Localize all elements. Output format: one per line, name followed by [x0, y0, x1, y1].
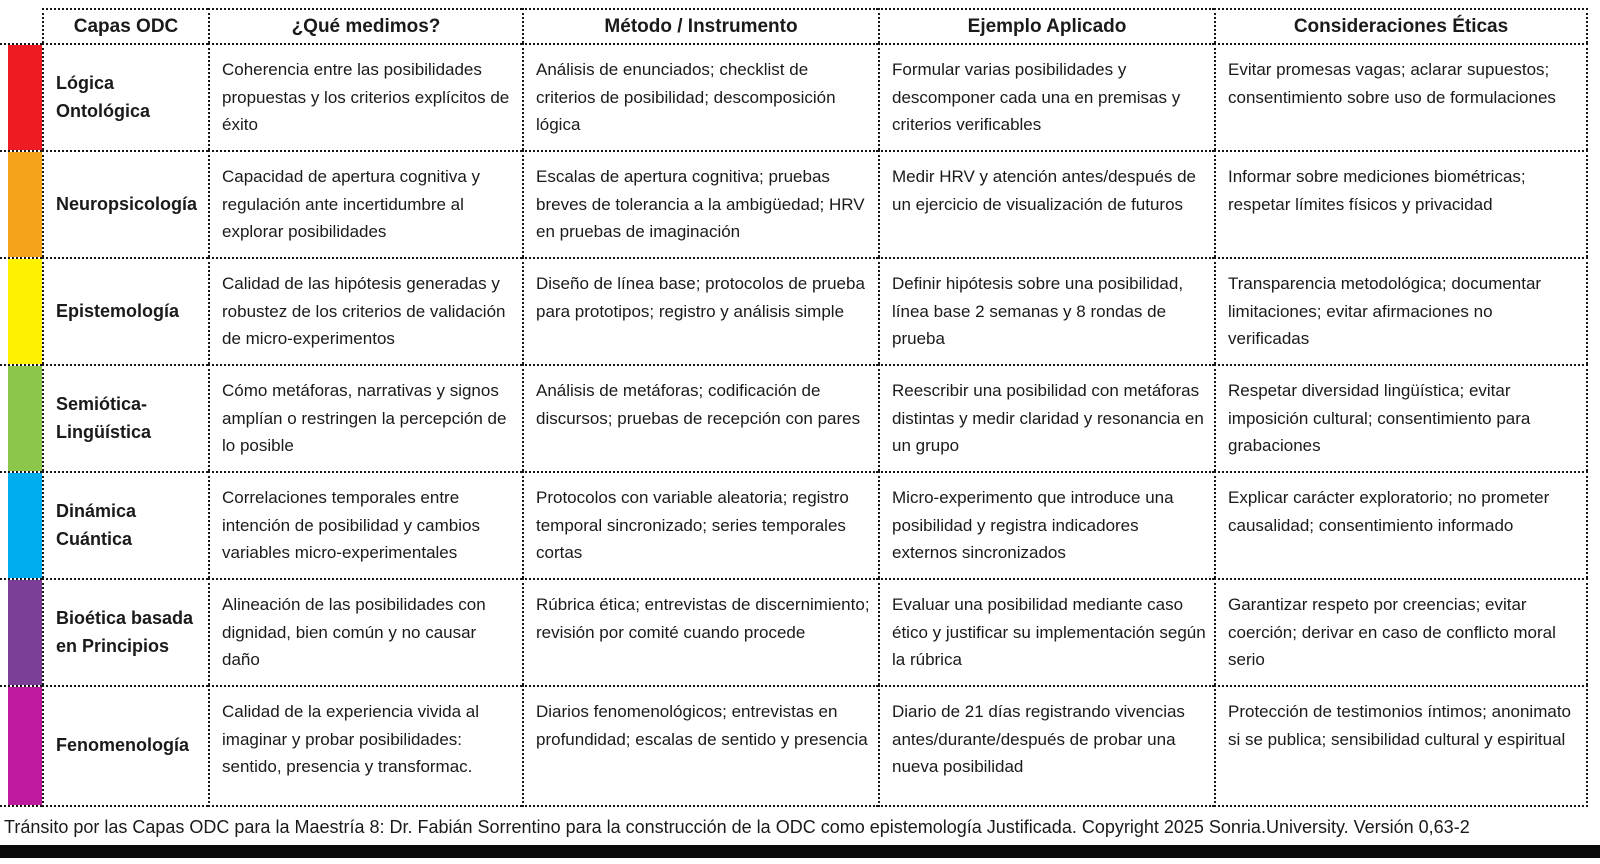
- row-color-strip: [0, 364, 42, 471]
- que-medimos-cell: Calidad de las hipótesis generadas y robustez de los criterios de validación de micro-experimentos: [208, 257, 522, 364]
- etica-cell: Evitar promesas vagas; aclarar supuestos; consentimiento sobre uso de formulaciones: [1214, 43, 1588, 150]
- metodo-cell: Diseño de línea base; protocolos de prueba para prototipos; registro y análisis simple: [522, 257, 878, 364]
- metodo-cell: Diarios fenomenológicos; entrevistas en profundidad; escalas de sentido y presencia: [522, 685, 878, 807]
- que-medimos-cell: Cómo metáforas, narrativas y signos amplían o restringen la percepción de lo posible: [208, 364, 522, 471]
- layer-name: Dinámica Cuántica: [56, 500, 137, 549]
- que-medimos-cell: Coherencia entre las posibilidades propuestas y los criterios explícitos de éxito: [208, 43, 522, 150]
- layer-color-swatch: [8, 687, 42, 805]
- metodo-cell: Análisis de metáforas; codificación de discursos; pruebas de recepción con pares: [522, 364, 878, 471]
- que-medimos-cell: Correlaciones temporales entre intención de posibilidad y cambios variables micro-experimentales: [208, 471, 522, 578]
- ejemplo-cell: Evaluar una posibilidad mediante caso ético y justificar su implementación según la rúbrica: [878, 578, 1214, 685]
- bottom-black-bar: [0, 845, 1600, 858]
- que-medimos-cell: Alineación de las posibilidades con dignidad, bien común y no causar daño: [208, 578, 522, 685]
- row-color-strip: [0, 257, 42, 364]
- layer-name-cell: [42, 43, 208, 150]
- column-header-que-medimos: ¿Qué medimos?: [208, 8, 522, 43]
- layer-name-cell: [42, 685, 208, 807]
- column-header-consideraciones-eticas: Consideraciones Éticas: [1214, 8, 1588, 43]
- row-color-strip: [0, 43, 42, 150]
- row-color-strip: [0, 150, 42, 257]
- ejemplo-cell: Formular varias posibilidades y descomponer cada una en premisas y criterios verificables: [878, 43, 1214, 150]
- metodo-cell: Rúbrica ética; entrevistas de discernimiento; revisión por comité cuando procede: [522, 578, 878, 685]
- layer-color-swatch: [8, 152, 42, 257]
- row-color-strip: [0, 578, 42, 685]
- layer-color-swatch: [8, 580, 42, 685]
- ejemplo-cell: Diario de 21 días registrando vivencias antes/durante/después de probar una nueva posibilidad: [878, 685, 1214, 807]
- layer-name: Epistemología: [56, 300, 180, 321]
- layer-name-cell: [42, 471, 208, 578]
- etica-cell: Transparencia metodológica; documentar limitaciones; evitar afirmaciones no verificadas: [1214, 257, 1588, 364]
- layer-color-swatch: [8, 259, 42, 364]
- metodo-cell: Análisis de enunciados; checklist de criterios de posibilidad; descomposición lógica: [522, 43, 878, 150]
- etica-cell: Protección de testimonios íntimos; anonimato si se publica; sensibilidad cultural y espiritual: [1214, 685, 1588, 807]
- layer-color-swatch: [8, 45, 42, 150]
- que-medimos-cell: Calidad de la experiencia vivida al imaginar y probar posibilidades: sentido, presencia y transformac.: [208, 685, 522, 807]
- layer-name: Bioética basada en Principios: [56, 607, 194, 656]
- layer-name: Fenomenología: [56, 735, 190, 756]
- layer-name-cell: [42, 257, 208, 364]
- column-header-metodo-instrumento: Método / Instrumento: [522, 8, 878, 43]
- attribution-footer: Tránsito por las Capas ODC para la Maestría 8: Dr. Fabián Sorrentino para la construcción de la ODC como epistemología Justificada. Copyright 2025 Sonria.University. Versión 0,63-2: [4, 817, 1470, 837]
- odc-layers-table: [0, 8, 1588, 807]
- etica-cell: Informar sobre mediciones biométricas; respetar límites físicos y privacidad: [1214, 150, 1588, 257]
- layer-color-swatch: [8, 473, 42, 578]
- ejemplo-cell: Definir hipótesis sobre una posibilidad, línea base 2 semanas y 8 rondas de prueba: [878, 257, 1214, 364]
- metodo-cell: Protocolos con variable aleatoria; registro temporal sincronizado; series temporales cortas: [522, 471, 878, 578]
- row-color-strip: [0, 471, 42, 578]
- layer-color-swatch: [8, 366, 42, 471]
- layer-name-cell: [42, 150, 208, 257]
- column-header-ejemplo-aplicado: Ejemplo Aplicado: [878, 8, 1214, 43]
- layer-name: Lógica Ontológica: [56, 72, 150, 121]
- layer-name: Neuropsicología: [56, 193, 198, 214]
- row-color-strip: [0, 685, 42, 807]
- layer-name: Semiótica-Lingüística: [56, 393, 152, 442]
- header-spacer: [0, 8, 42, 43]
- etica-cell: Respetar diversidad lingüística; evitar imposición cultural; consentimiento para grabaciones: [1214, 364, 1588, 471]
- ejemplo-cell: Medir HRV y atención antes/después de un ejercicio de visualización de futuros: [878, 150, 1214, 257]
- column-header-capas-odc: Capas ODC: [42, 8, 208, 43]
- etica-cell: Explicar carácter exploratorio; no prometer causalidad; consentimiento informado: [1214, 471, 1588, 578]
- ejemplo-cell: Micro-experimento que introduce una posibilidad y registra indicadores externos sincronizados: [878, 471, 1214, 578]
- layer-name-cell: [42, 364, 208, 471]
- etica-cell: Garantizar respeto por creencias; evitar coerción; derivar en caso de conflicto moral serio: [1214, 578, 1588, 685]
- layer-name-cell: [42, 578, 208, 685]
- ejemplo-cell: Reescribir una posibilidad con metáforas distintas y medir claridad y resonancia en un grupo: [878, 364, 1214, 471]
- que-medimos-cell: Capacidad de apertura cognitiva y regulación ante incertidumbre al explorar posibilidades: [208, 150, 522, 257]
- metodo-cell: Escalas de apertura cognitiva; pruebas breves de tolerancia a la ambigüedad; HRV en pruebas de imaginación: [522, 150, 878, 257]
